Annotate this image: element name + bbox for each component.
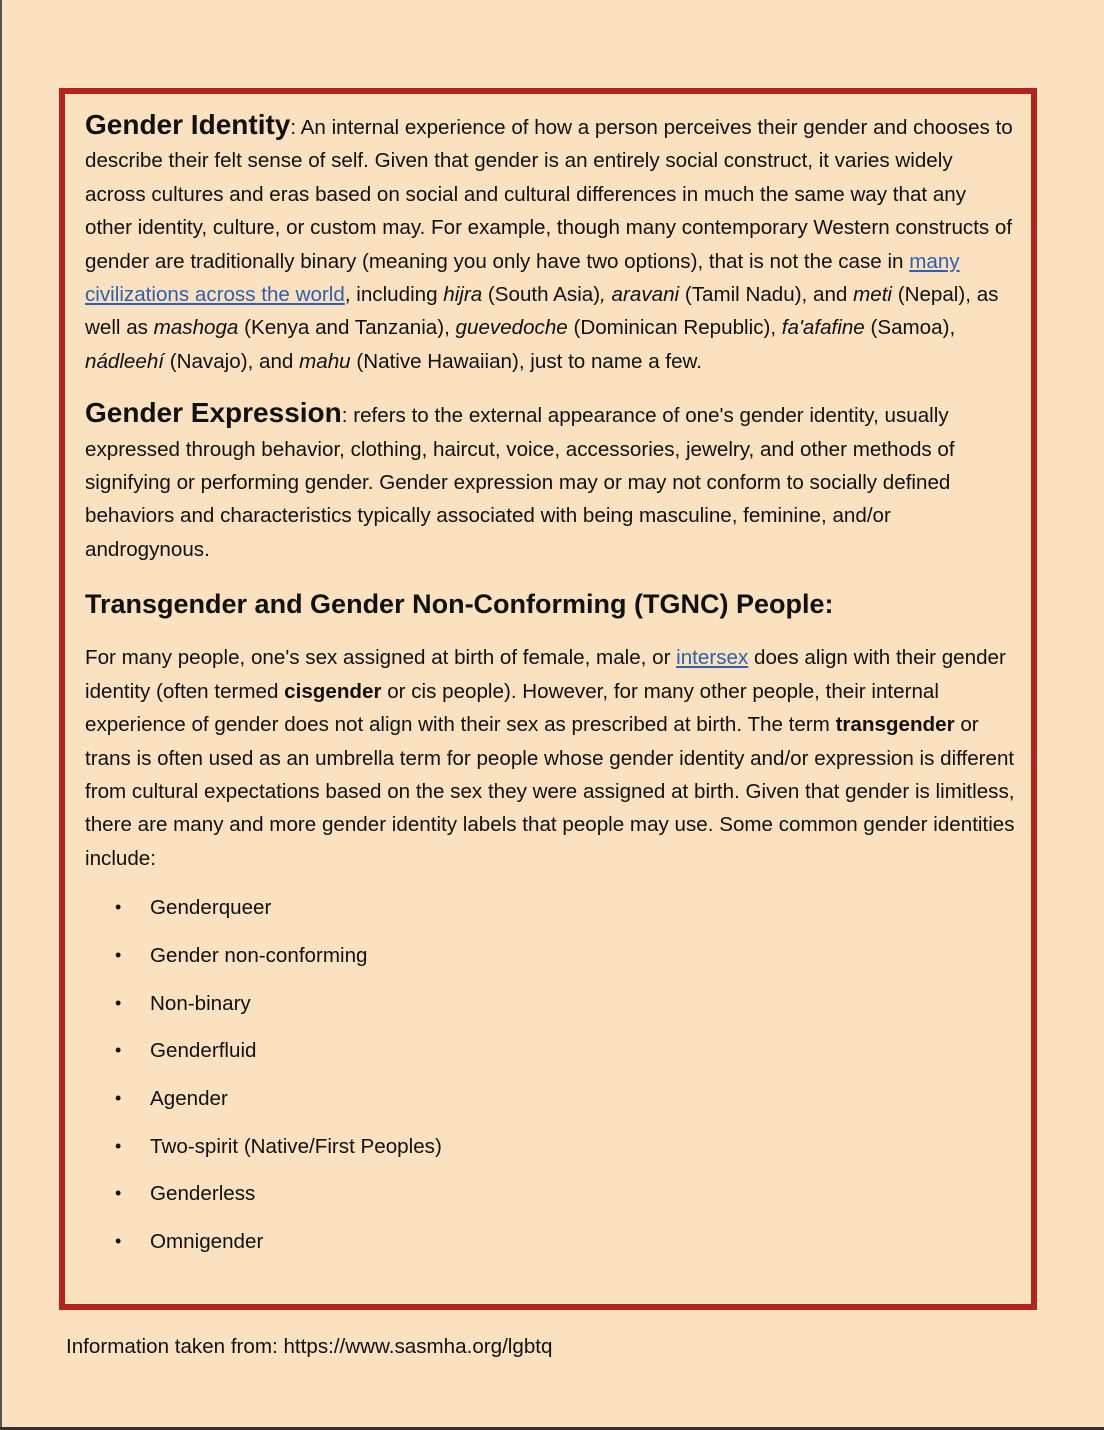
term-faafafine: fa'afafine (781, 316, 865, 340)
text-segment: (Samoa), (864, 316, 956, 340)
term-hijra: hijra (443, 283, 483, 307)
tgnc-paragraph (85, 641, 1015, 875)
list-item-label: Omnigender (150, 1229, 264, 1253)
list-item (85, 1130, 1015, 1178)
gender-identity-text: : An internal experience of how a person perceives their gender and chooses to describe their felt sense of self. Given that gender is an entirely social construct, it varies widely across cultures and eras based on social and cultural differences in much the same way that any other identity, culture, or custom may. For example, though many contemporary Western constructs of gender are traditionally binary (meaning you only have two options), that is not the case in (85, 116, 1013, 273)
list-item-label: Genderfluid (150, 1039, 257, 1063)
gender-expression-paragraph (85, 396, 1015, 566)
tgnc-heading: Transgender and Gender Non-Conforming (TGNC) People: (85, 589, 834, 620)
list-item (85, 1177, 1015, 1225)
list-item-label: Non-binary (150, 991, 251, 1015)
text-segment: does align with their gender identity (often termed (85, 646, 1006, 703)
definitions-box (59, 88, 1037, 1310)
text-segment: (Dominican Republic), (567, 316, 782, 340)
list-item (85, 1225, 1015, 1273)
text-segment: (South Asia) (482, 283, 601, 307)
term-mashoga: mashoga (153, 316, 239, 340)
text-segment: For many people, one's sex assigned at birth of female, male, or (85, 646, 677, 670)
text-segment: (Nepal), as well as (85, 283, 999, 340)
gender-identities-list (85, 891, 1015, 1273)
page-edge (0, 0, 2, 1430)
text-segment: (Kenya and Tanzania), (238, 316, 456, 340)
bullet: • (115, 1040, 122, 1061)
civilizations-link[interactable]: many civilizations across the world (85, 249, 960, 307)
text-segment: or trans is often used as an umbrella term for people whose gender identity and/or expression is different from cultural expectations based on the sex they were assigned at birth. Given that gender is limitless, there are many and more gender identity labels that people may use. Some common gender identities include: (85, 713, 1015, 870)
text-segment: (Navajo), and (164, 349, 300, 373)
term-cisgender: cisgender (284, 679, 382, 703)
term-aravani: , aravani (600, 283, 680, 307)
bullet: • (115, 992, 122, 1013)
term-guevedoche: guevedoche (455, 316, 568, 340)
list-item (85, 1034, 1015, 1082)
list-item-label: Agender (150, 1086, 228, 1110)
term-nadleehi: nádleehí (85, 349, 165, 373)
list-item (85, 987, 1015, 1035)
bullet: • (115, 897, 122, 918)
term-meti: meti (853, 283, 892, 307)
intersex-link[interactable]: intersex (676, 646, 749, 670)
text-segment: or cis people). However, for many other people, their internal experience of gender does not align with their sex as prescribed at birth. The term (85, 679, 939, 737)
text-segment: (Native Hawaiian), just to name a few. (350, 349, 703, 373)
bullet: • (115, 1135, 122, 1156)
gender-expression-text: : refers to the external appearance of one's gender identity, usually expressed through behavior, clothing, haircut, voice, accessories, jewelry, and other methods of signifying or performing gender. Gender expression may or may not conform to socially defined behaviors and characteristics typically associated with being masculine, feminine, and/or androgynous. (85, 404, 955, 561)
gender-identity-paragraph (85, 108, 1015, 378)
bullet: • (115, 944, 122, 965)
list-item (85, 939, 1015, 987)
text-segment: , including (344, 283, 444, 307)
list-item (85, 891, 1015, 939)
bullet: • (115, 1230, 122, 1251)
gender-expression-term: Gender Expression (85, 397, 342, 429)
bullet: • (115, 1183, 122, 1204)
gender-identity-term: Gender Identity (85, 109, 291, 140)
list-item-label: Genderless (150, 1182, 256, 1206)
list-item (85, 1082, 1015, 1130)
definitions-content (85, 108, 1015, 1273)
list-item-label: Two-spirit (Native/First Peoples) (150, 1134, 442, 1158)
text-segment: (Tamil Nadu), and (679, 283, 854, 307)
list-item-label: Gender non-conforming (150, 943, 368, 967)
term-mahu: mahu (299, 349, 351, 373)
bullet: • (115, 1087, 122, 1108)
source-citation: Information taken from: https://www.sasmha.org/lgbtq (66, 1335, 553, 1358)
list-item-label: Genderqueer (150, 896, 272, 920)
term-transgender: transgender (835, 713, 955, 737)
